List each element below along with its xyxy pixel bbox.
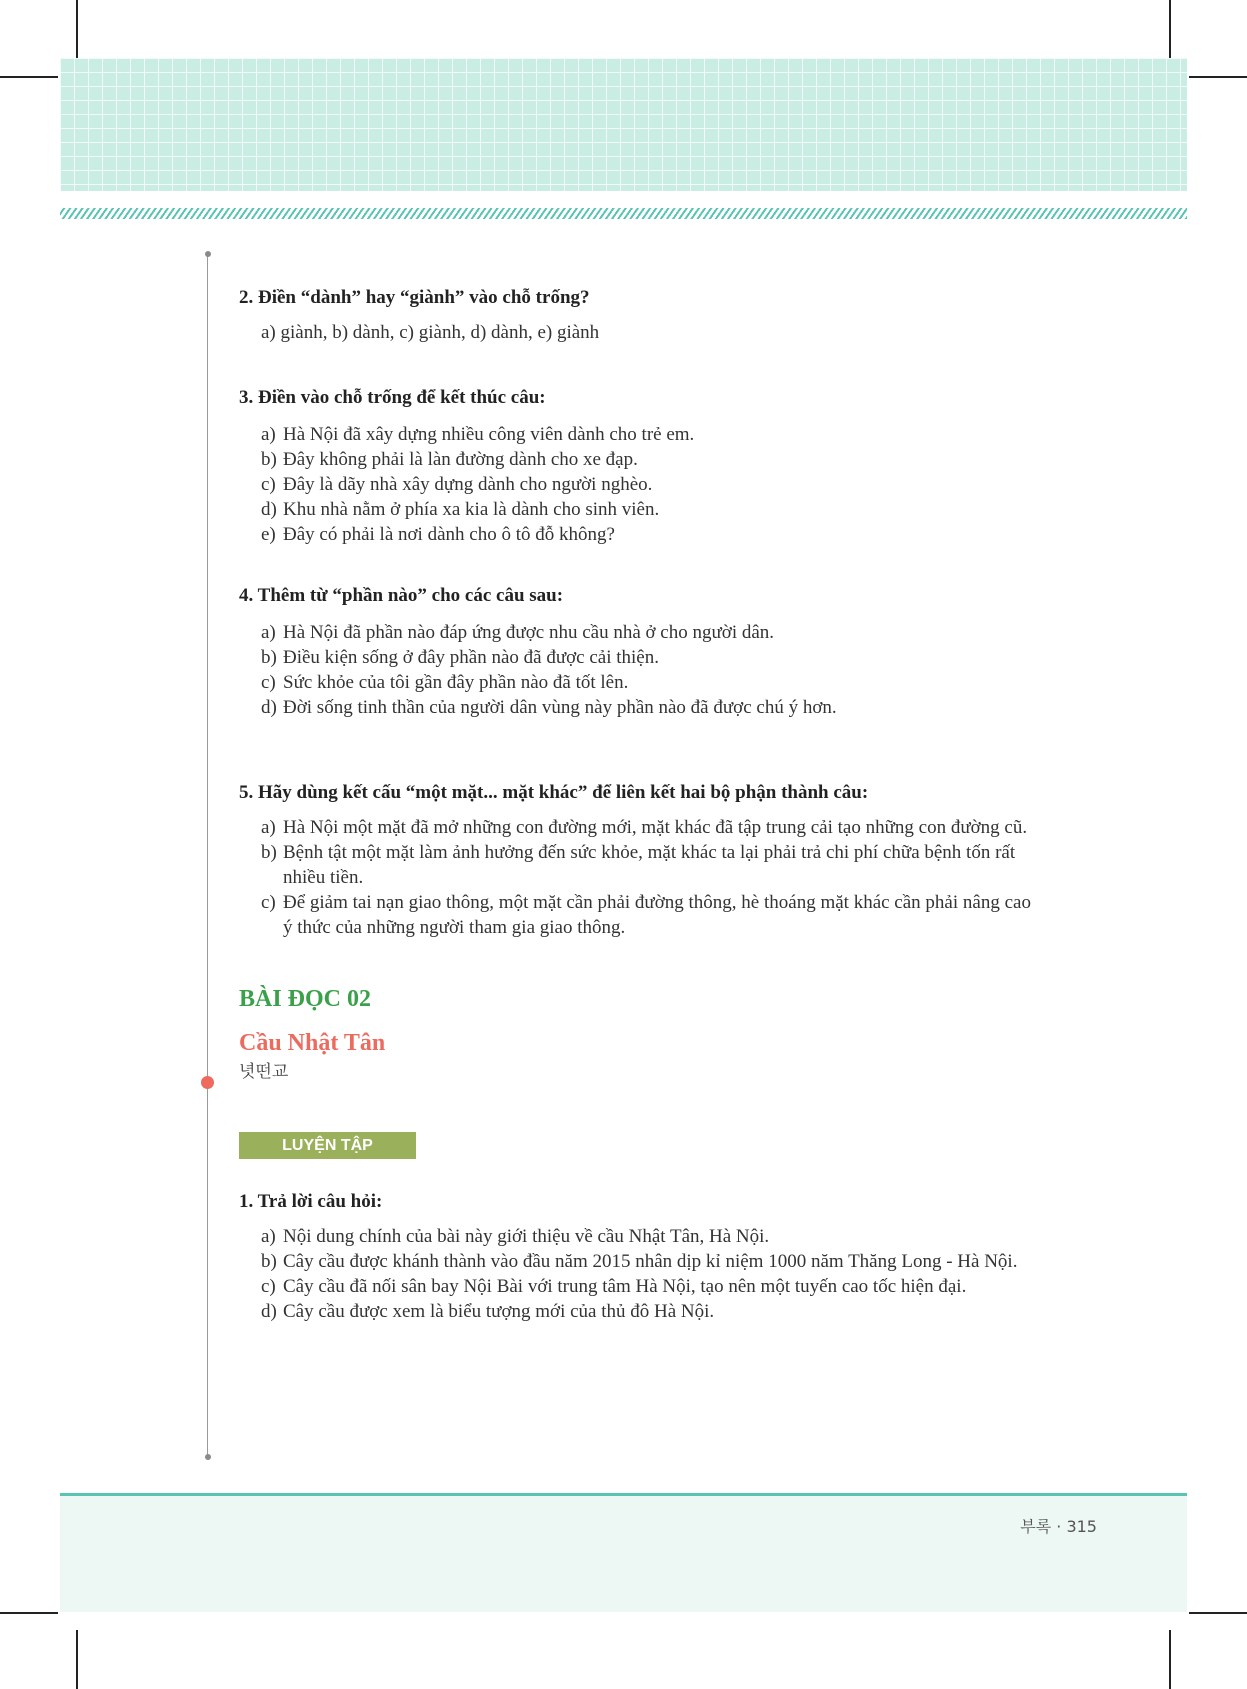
- rule-top-dot: [205, 251, 211, 257]
- practice-question-1: [239, 1189, 1069, 1324]
- list-item: c) Sức khỏe của tôi gần đây phần nào đã tốt lên.: [261, 672, 629, 693]
- question-2-answer: a) giành, b) dành, c) giành, d) dành, e) giành: [261, 322, 600, 343]
- vertical-rule: [207, 254, 208, 1458]
- list-item: d) Cây cầu được xem là biểu tượng mới của thủ đô Hà Nội.: [261, 1301, 715, 1322]
- practice-question-1-title: 1. Trả lời câu hỏi:: [239, 1191, 383, 1212]
- list-item: d) Khu nhà nằm ở phía xa kia là dành cho sinh viên.: [261, 499, 660, 520]
- question-4: [239, 583, 1069, 720]
- crop-mark: [1189, 76, 1247, 78]
- list-item: e) Đây có phải là nơi dành cho ô tô đỗ không?: [261, 524, 615, 545]
- lesson-marker-dot: [201, 1076, 214, 1089]
- header-hatch-strip: [60, 208, 1187, 219]
- question-3: [239, 385, 1069, 547]
- list-item: a) Hà Nội một mặt đã mở những con đường mới, mặt khác đã tập trung cải tạo những con đường cũ.: [261, 817, 1028, 838]
- question-5-title: 5. Hãy dùng kết cấu “một mặt... mặt khác” để liên kết hai bộ phận thành câu:: [239, 782, 869, 803]
- header-band: [60, 58, 1187, 191]
- crop-mark: [76, 1630, 78, 1689]
- question-3-title: 3. Điền vào chỗ trống để kết thúc câu:: [239, 387, 546, 408]
- list-item: b) Cây cầu được khánh thành vào đầu năm 2015 nhân dịp kỉ niệm 1000 năm Thăng Long - Hà Nội.: [261, 1251, 1018, 1272]
- footer-band: [60, 1496, 1187, 1612]
- list-item: d) Đời sống tinh thần của người dân vùng này phần nào đã được chú ý hơn.: [261, 697, 837, 718]
- reading-heading: BÀI ĐỌC 02: [239, 986, 372, 1012]
- rule-bottom-dot: [205, 1454, 211, 1460]
- list-item: b) Bệnh tật một mặt làm ảnh hưởng đến sức khỏe, mặt khác ta lại phải trả chi phí chữa bệnh tốn rất nhiều tiền.: [261, 842, 1016, 888]
- question-4-title: 4. Thêm từ “phần nào” cho các câu sau:: [239, 585, 564, 606]
- crop-mark: [0, 76, 58, 78]
- list-item: a) Nội dung chính của bài này giới thiệu về cầu Nhật Tân, Hà Nội.: [261, 1226, 770, 1247]
- crop-mark: [1169, 1630, 1171, 1689]
- question-3-list: [239, 422, 1069, 547]
- list-item: a) Hà Nội đã phần nào đáp ứng được nhu cầu nhà ở cho người dân.: [261, 622, 775, 643]
- lesson-title: Cầu Nhật Tân: [239, 1030, 386, 1056]
- question-4-list: [239, 620, 1069, 720]
- page-number: 부록 · 315: [1020, 1517, 1097, 1536]
- list-item: a) Hà Nội đã xây dựng nhiều công viên dành cho trẻ em.: [261, 424, 695, 445]
- list-item: c) Cây cầu đã nối sân bay Nội Bài với trung tâm Hà Nội, tạo nên một tuyến cao tốc hiện đại.: [261, 1276, 967, 1297]
- list-item: b) Đây không phải là làn đường dành cho xe đạp.: [261, 449, 638, 470]
- list-item: c) Đây là dãy nhà xây dựng dành cho người nghèo.: [261, 474, 653, 495]
- main-content: [239, 285, 1069, 1324]
- question-2-title: 2. Điền “dành” hay “giành” vào chỗ trống?: [239, 287, 590, 308]
- practice-label-bar: LUYỆN TẬP: [239, 1132, 416, 1159]
- crop-mark: [1189, 1612, 1247, 1614]
- question-5: [239, 780, 1069, 940]
- crop-mark: [0, 1612, 58, 1614]
- list-item: c) Để giảm tai nạn giao thông, một mặt cần phải đường thông, hè thoáng mặt khác cần phải nâng cao ý thức của những người tham gia giao thông.: [261, 892, 1031, 938]
- list-item: b) Điều kiện sống ở đây phần nào đã được cải thiện.: [261, 647, 659, 668]
- lesson-subtitle: 녓떤교: [239, 1062, 289, 1082]
- crop-mark: [1169, 0, 1171, 58]
- question-5-list: [239, 815, 1041, 940]
- crop-mark: [76, 0, 78, 58]
- question-2: [239, 285, 1069, 345]
- practice-question-1-list: [239, 1224, 1051, 1324]
